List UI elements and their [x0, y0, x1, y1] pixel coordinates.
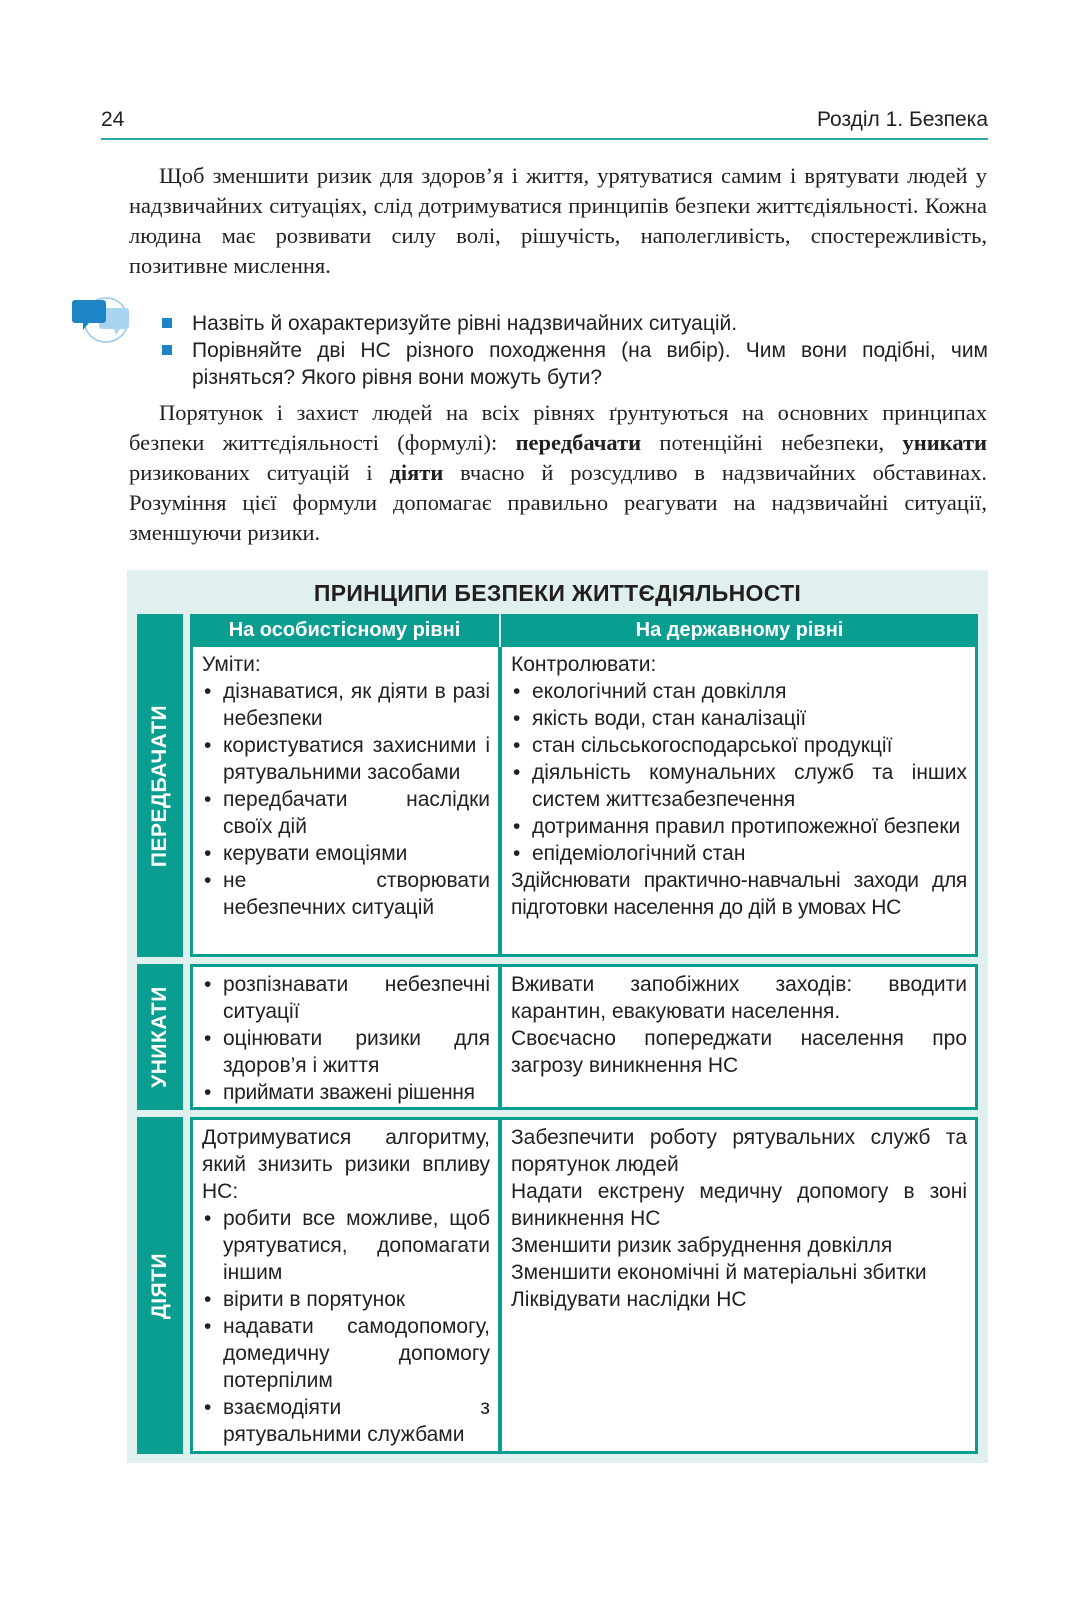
list-item: • якість води, стан каналізації [511, 705, 967, 732]
row-label-text: ПЕРЕДБАЧАТИ [148, 704, 171, 867]
list-item: • епідеміологічний стан [511, 840, 967, 867]
text-span: Порятунок і захист людей на всіх рівнях ґрунтуються на основних принципах безпеки життєдіяльності (формулі): [129, 400, 987, 455]
question-item: Порівняйте дві НС різного походження (на вибір). Чим вони подібні, чим різняться? Якого рівня вони можуть бути? [160, 337, 988, 391]
list-item: • дізнаватися, як діяти в разі небезпеки [202, 678, 490, 732]
bold-term: передбачати [515, 430, 642, 455]
question-list [160, 310, 988, 391]
principles-table [127, 570, 988, 1463]
cell-line: Вживати запобіжних заходів: вводити карантин, евакуювати населення. [511, 973, 967, 1023]
cell-outro: Здійснювати практично-навчальні заходи для підготовки населення до дій в умовах НС [511, 869, 967, 919]
list-item: • оцінювати ризики для здоров’я і життя [202, 1025, 490, 1079]
list-item: • надавати самодопомогу, домедичну допомогу потерпілим [202, 1313, 490, 1394]
list-item: • робити все можливе, щоб урятуватися, допомагати іншим [202, 1205, 490, 1286]
row-label-avoid [137, 964, 183, 1110]
page-number: 24 [101, 108, 125, 131]
list-item: • користуватися захисними і рятувальними засобами [202, 732, 490, 786]
cell-act-personal [190, 1117, 501, 1454]
list-item: • не створювати небезпечних ситуацій [202, 867, 490, 921]
discussion-icon [72, 296, 130, 346]
row-label-text: ДІЯТИ [148, 1252, 171, 1319]
cell-line: Зменшити економічні й матеріальні збитки [511, 1261, 927, 1284]
list-item: • приймати зважені рішення [202, 1079, 490, 1106]
row-label-act [137, 1117, 183, 1454]
cell-line: Забезпечити роботу рятувальних служб та порятунок людей [511, 1126, 967, 1176]
cell-avoid-personal [190, 964, 501, 1110]
cell-intro: Контролювати: [511, 653, 657, 676]
cell-line: Надати екстрену медичну допомогу в зоні виникнення НС [511, 1180, 967, 1230]
cell-foresee-personal [190, 647, 501, 957]
bold-term: діяти [389, 460, 444, 485]
cell-intro: Уміти: [202, 653, 261, 676]
row-label-foresee [137, 614, 183, 957]
question-item: Назвіть й охарактеризуйте рівні надзвичайних ситуацій. [160, 310, 988, 337]
list-item: • взаємодіяти з рятувальними службами [202, 1394, 490, 1448]
row-label-text: УНИКАТИ [148, 986, 171, 1088]
cell-line: Своєчасно попереджати населення про загрозу виникнення НС [511, 1027, 967, 1077]
cell-intro: Дотримуватися алгоритму, який знизить ризики впливу НС: [202, 1126, 490, 1203]
list-item: • екологічний стан довкілля [511, 678, 967, 705]
cell-avoid-state [499, 964, 978, 1110]
cell-foresee-state [499, 647, 978, 957]
list-item: • керувати емоціями [202, 840, 490, 867]
text-span: вчасно й розсудливо в надзвичайних обставинах. Розуміння цієї формули допомагає правильно реагувати на надзвичайні ситуації, зменшуючи ризики. [129, 460, 988, 545]
list-item: • розпізнавати небезпечні ситуації [202, 971, 490, 1025]
list-item: • вірити в порятунок [202, 1286, 490, 1313]
column-header-personal: На особистісному рівні [190, 614, 499, 647]
list-item: • стан сільськогосподарської продукції [511, 732, 967, 759]
table-title: ПРИНЦИПИ БЕЗПЕКИ ЖИТТЄДІЯЛЬНОСТІ [313, 580, 802, 606]
page-header [101, 106, 988, 140]
text-span: потенційні небезпеки, [641, 430, 903, 455]
cell-act-state [499, 1117, 978, 1454]
column-header-state: На державному рівні [501, 614, 978, 647]
list-item: • діяльність комунальних служб та інших систем життєзабезпечення [511, 759, 967, 813]
cell-line: Зменшити ризик забруднення довкілля [511, 1234, 893, 1257]
section-title: Розділ 1. Безпека [816, 108, 988, 131]
list-item: • передбачати наслідки своїх дій [202, 786, 490, 840]
intro-paragraph: Щоб зменшити ризик для здоров’я і життя, урятуватися самим і врятувати людей у надзвичайних ситуаціях, слід дотримуватися принципів безпеки життєдіяльності. Кожна людина має розвивати силу волі, рішучість, наполегливість, спостережливість, позитивне мислення. [129, 163, 987, 278]
list-item: • дотримання правил протипожежної безпеки [511, 813, 967, 840]
cell-line: Ліквідувати наслідки НС [511, 1288, 747, 1311]
main-paragraph [129, 398, 987, 548]
bold-term: уникати [902, 430, 988, 455]
text-span: ризикованих ситуацій і [129, 460, 390, 485]
